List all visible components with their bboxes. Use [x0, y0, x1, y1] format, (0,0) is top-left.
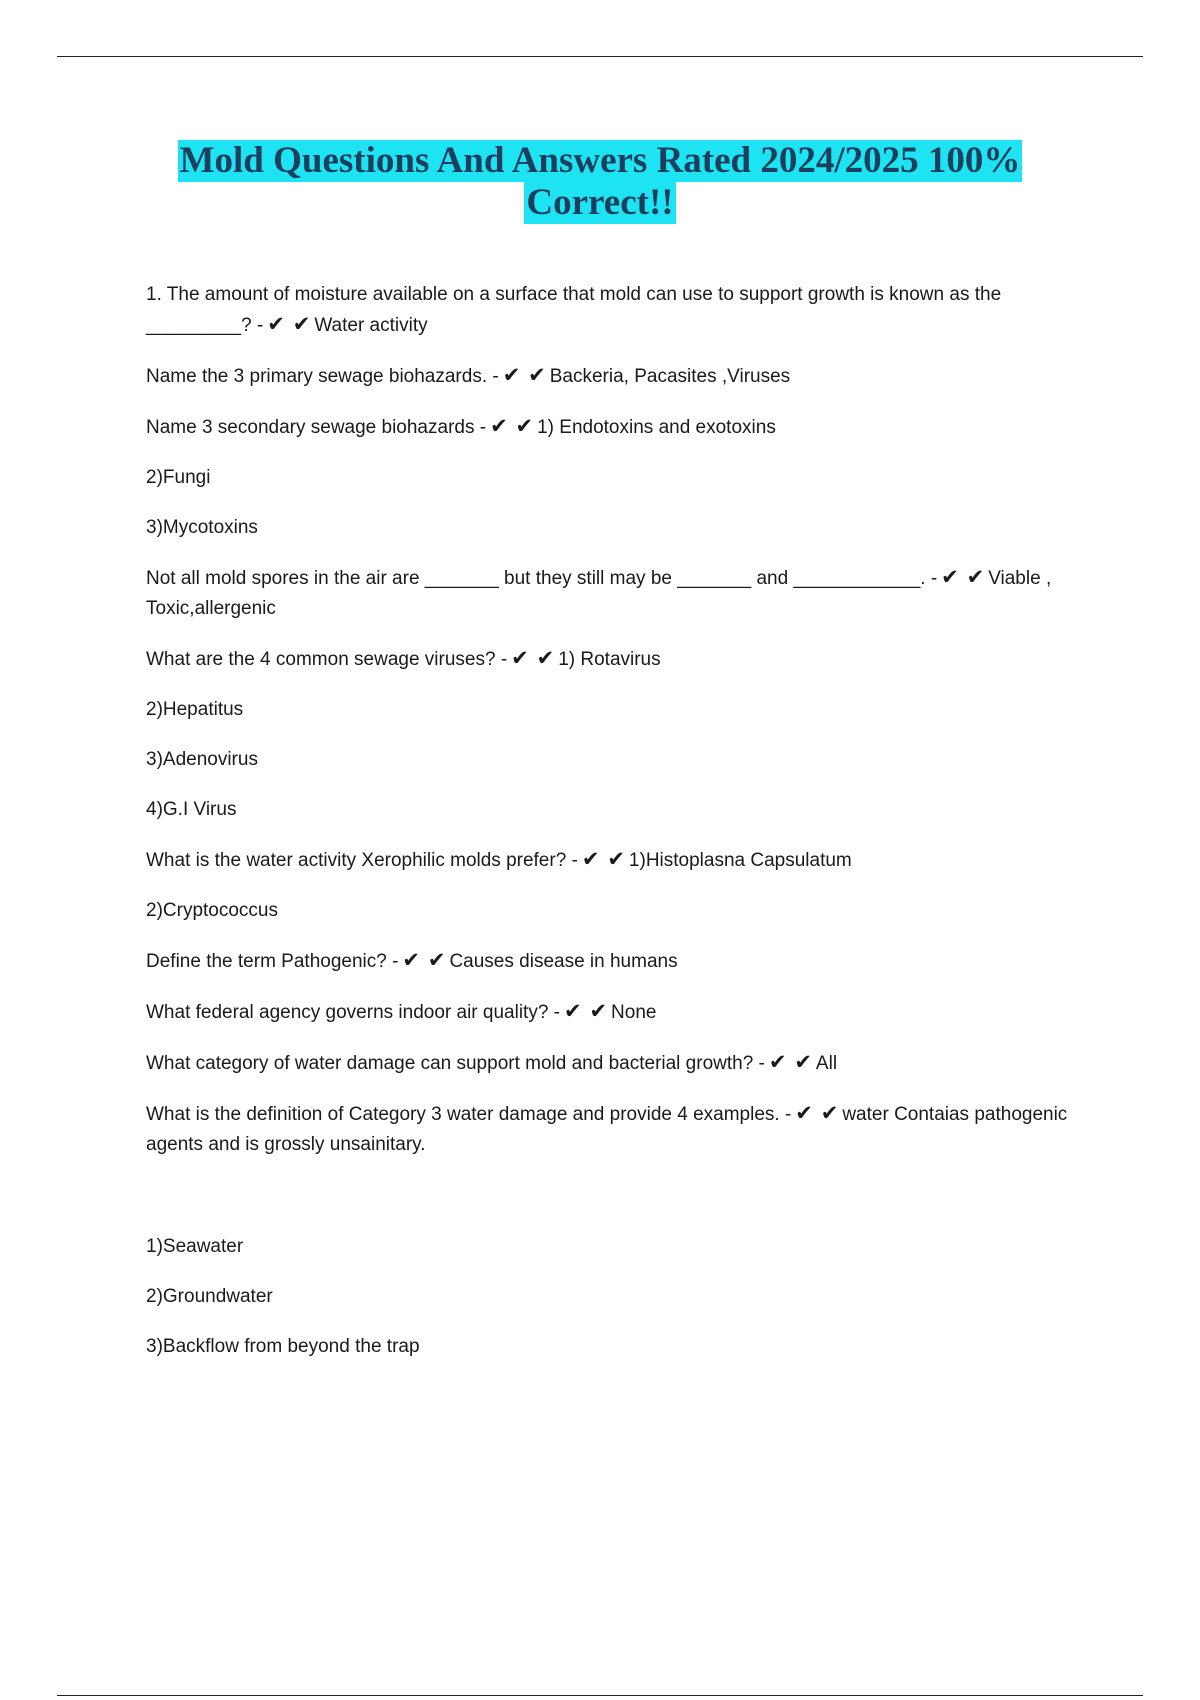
- answer-text: 1)Histoplasna Capsulatum: [628, 850, 852, 871]
- answer-text: Water activity: [314, 315, 428, 336]
- qa-list: [146, 280, 1106, 1382]
- double-check-icon: ✔ ✔: [768, 1051, 813, 1074]
- double-check-icon: ✔ ✔: [511, 647, 556, 670]
- question-text: Name the 3 primary sewage biohazards. -: [146, 366, 499, 387]
- bottom-rule: [57, 1695, 1143, 1696]
- answer-text: Viable , Toxic,allergenic: [146, 568, 1052, 619]
- page-title: [0, 140, 1200, 224]
- qa-entry-4: [146, 563, 1106, 624]
- question-text: Not all mold spores in the air are _______ but they still may be _______ and ____________. -: [146, 568, 938, 589]
- question-text: What is the water activity Xerophilic molds prefer? -: [146, 850, 578, 871]
- qa-entry-1: [146, 280, 1106, 341]
- qa-entry-7: [146, 946, 1106, 977]
- qa-entry-2: [146, 361, 1106, 392]
- question-text: 1. The amount of moisture available on a surface that mold can use to support growth is known as the _________? -: [146, 284, 1002, 336]
- qa-entry-9: [146, 1048, 1106, 1079]
- answer-text: Backeria, Pacasites ,Viruses: [549, 366, 791, 387]
- list-item: 3)Backflow from beyond the trap: [146, 1336, 420, 1357]
- answer-text: None: [611, 1002, 657, 1023]
- list-item: 3)Adenovirus: [146, 749, 258, 770]
- double-check-icon: ✔ ✔: [502, 364, 547, 387]
- double-check-icon: ✔ ✔: [402, 949, 447, 972]
- question-text: Name 3 secondary sewage biohazards -: [146, 417, 487, 438]
- qa-entry-6: [146, 845, 1106, 876]
- question-text: What federal agency governs indoor air quality? -: [146, 1002, 561, 1023]
- list-item: 1)Seawater: [146, 1236, 244, 1257]
- double-check-icon: ✔ ✔: [941, 566, 986, 589]
- list-item: 4)G.I Virus: [146, 799, 237, 820]
- qa-entry-5: [146, 644, 1106, 675]
- double-check-icon: ✔ ✔: [795, 1102, 840, 1125]
- top-rule: [57, 56, 1143, 57]
- answer-text: Causes disease in humans: [449, 951, 678, 972]
- double-check-icon: ✔ ✔: [581, 848, 626, 871]
- answer-text: 1) Rotavirus: [558, 649, 661, 670]
- answer-text: All: [815, 1053, 838, 1074]
- question-text: What is the definition of Category 3 water damage and provide 4 examples. -: [146, 1104, 792, 1125]
- title-line-2: Correct!!: [526, 182, 674, 223]
- list-item: 2)Cryptococcus: [146, 900, 278, 921]
- double-check-icon: ✔ ✔: [564, 1000, 609, 1023]
- title-line-1: Mold Questions And Answers Rated 2024/2025 100%: [179, 140, 1021, 181]
- answer-text: 1) Endotoxins and exotoxins: [537, 417, 776, 438]
- question-text: What category of water damage can support mold and bacterial growth? -: [146, 1053, 765, 1074]
- double-check-icon: ✔ ✔: [490, 415, 535, 438]
- list-item: 3)Mycotoxins: [146, 517, 258, 538]
- qa-entry-10: [146, 1099, 1106, 1160]
- question-text: What are the 4 common sewage viruses? -: [146, 649, 508, 670]
- qa-entry-8: [146, 997, 1106, 1028]
- question-text: Define the term Pathogenic? -: [146, 951, 399, 972]
- qa-entry-3: [146, 412, 1106, 443]
- double-check-icon: ✔ ✔: [267, 313, 312, 336]
- list-item: 2)Hepatitus: [146, 699, 244, 720]
- list-item: 2)Groundwater: [146, 1286, 273, 1307]
- list-item: 2)Fungi: [146, 467, 211, 488]
- answer-text: water Contaias pathogenic agents and is grossly unsainitary.: [146, 1104, 1068, 1155]
- spacer: [146, 1180, 1106, 1232]
